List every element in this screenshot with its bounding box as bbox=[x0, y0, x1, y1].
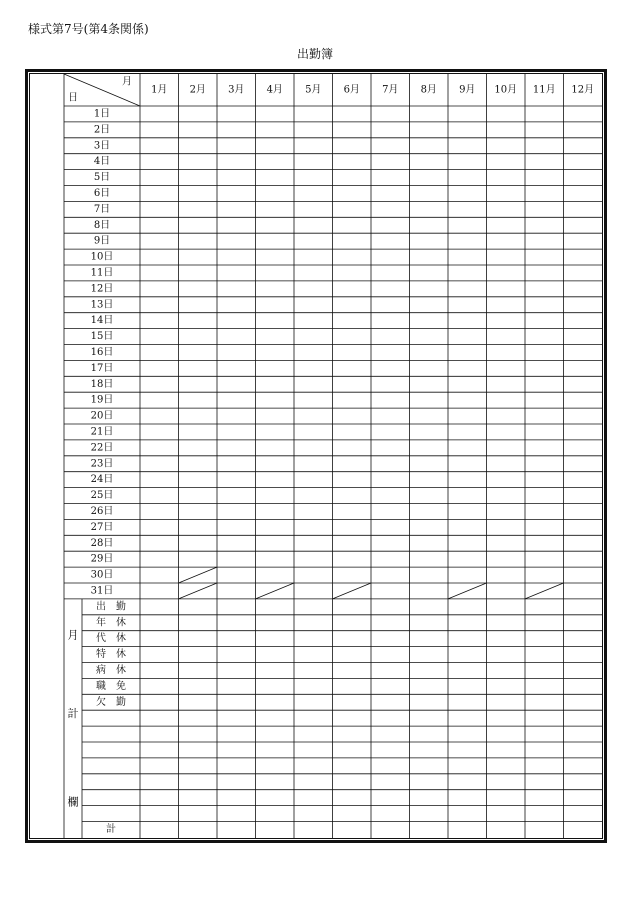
day-label: 12日 bbox=[90, 283, 114, 295]
day-label: 3日 bbox=[93, 140, 111, 152]
day-label: 6日 bbox=[93, 187, 111, 199]
day-label: 29日 bbox=[90, 553, 114, 565]
day-label: 20日 bbox=[90, 410, 114, 422]
summary-item-label: 病 休 bbox=[96, 664, 126, 676]
month-header: 5月 bbox=[305, 84, 322, 96]
day-label: 14日 bbox=[90, 315, 114, 327]
document-title: 出勤簿 bbox=[296, 47, 333, 61]
nonexistent-day-slash bbox=[333, 583, 372, 599]
nonexistent-day-slash bbox=[525, 583, 564, 599]
month-header: 4月 bbox=[266, 84, 283, 96]
day-label: 10日 bbox=[90, 251, 114, 263]
summary-total-label: 計 bbox=[106, 823, 116, 835]
summary-section-char: 計 bbox=[67, 707, 79, 721]
month-header: 8月 bbox=[420, 84, 437, 96]
day-label: 2日 bbox=[93, 124, 111, 136]
month-header: 1月 bbox=[151, 84, 168, 96]
day-label: 7日 bbox=[93, 203, 111, 215]
day-label: 30日 bbox=[90, 569, 114, 581]
day-label: 27日 bbox=[90, 521, 114, 533]
day-label: 31日 bbox=[90, 585, 114, 597]
month-header: 12月 bbox=[571, 84, 595, 96]
summary-item-label: 出 勤 bbox=[96, 601, 126, 613]
month-header: 6月 bbox=[343, 84, 360, 96]
summary-section-char: 欄 bbox=[67, 795, 79, 809]
day-label: 1日 bbox=[93, 108, 111, 120]
day-label: 5日 bbox=[93, 172, 111, 184]
day-label: 21日 bbox=[90, 426, 114, 438]
day-label: 4日 bbox=[93, 156, 111, 168]
summary-section-char: 月 bbox=[67, 628, 79, 642]
month-header: 7月 bbox=[382, 84, 399, 96]
day-label: 11日 bbox=[90, 267, 114, 279]
summary-item-label: 欠 勤 bbox=[96, 696, 126, 708]
form-number: 様式第7号(第4条関係) bbox=[28, 22, 149, 36]
day-label: 19日 bbox=[90, 394, 114, 406]
month-header: 11月 bbox=[532, 84, 556, 96]
day-label: 9日 bbox=[93, 235, 111, 247]
summary-item-label: 職 免 bbox=[96, 680, 126, 692]
month-header: 2月 bbox=[189, 84, 206, 96]
day-label: 23日 bbox=[90, 458, 114, 470]
day-label: 8日 bbox=[93, 219, 111, 231]
day-label: 18日 bbox=[90, 378, 114, 390]
summary-item-label: 代 休 bbox=[96, 633, 126, 645]
header-day-label: 日 bbox=[68, 92, 78, 104]
day-label: 16日 bbox=[90, 346, 114, 358]
nonexistent-day-slash bbox=[448, 583, 487, 599]
month-header: 10月 bbox=[494, 84, 518, 96]
nonexistent-day-slash bbox=[256, 583, 295, 599]
summary-item-label: 年 休 bbox=[96, 617, 126, 629]
nonexistent-day-slash bbox=[179, 583, 218, 599]
day-label: 15日 bbox=[90, 331, 114, 343]
summary-item-label: 特 休 bbox=[96, 649, 126, 661]
day-label: 25日 bbox=[90, 490, 114, 502]
day-label: 28日 bbox=[90, 537, 114, 549]
header-month-label: 月 bbox=[122, 76, 132, 88]
day-label: 22日 bbox=[90, 442, 114, 454]
month-header: 9月 bbox=[459, 84, 476, 96]
day-label: 13日 bbox=[90, 299, 114, 311]
day-label: 24日 bbox=[90, 474, 114, 486]
day-label: 26日 bbox=[90, 505, 114, 517]
nonexistent-day-slash bbox=[179, 567, 218, 583]
day-label: 17日 bbox=[90, 362, 114, 374]
month-header: 3月 bbox=[228, 84, 245, 96]
